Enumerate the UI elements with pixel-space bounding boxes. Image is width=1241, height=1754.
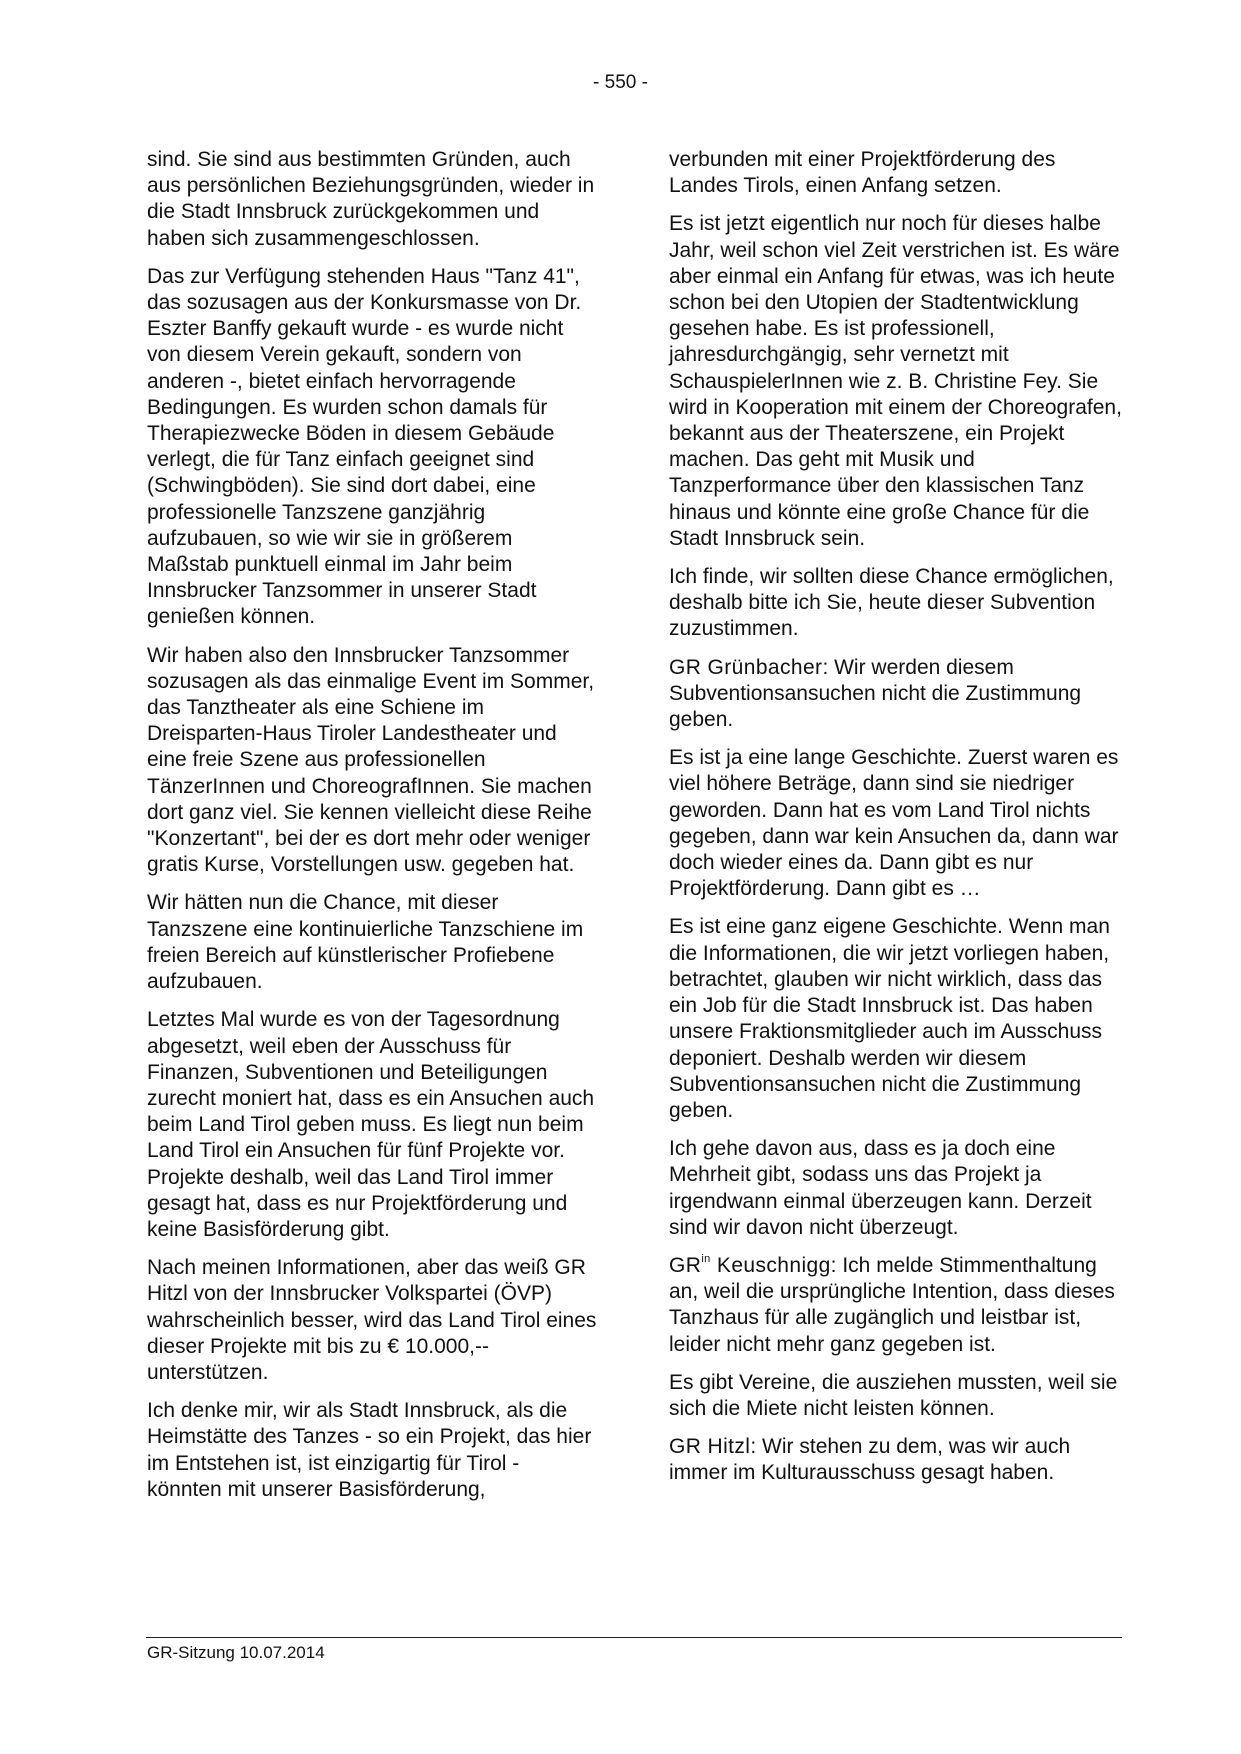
footer-divider: [146, 1637, 1122, 1638]
paragraph: Ich finde, wir sollten diese Chance ermöglichen, deshalb bitte ich Sie, heute dieser Subvention zuzustimmen.: [669, 565, 1114, 641]
left-column: [147, 147, 599, 1515]
paragraph: Wir hätten nun die Chance, mit dieser Tanzszene eine kontinuierliche Tanzschiene im freien Bereich auf künstlerischer Profiebene aufzubauen.: [147, 891, 584, 994]
paragraph: Ich gehe davon aus, dass es ja doch eine Mehrheit gibt, sodass uns das Projekt ja irgendwann einmal überzeugen kann. Derzeit sind wir davon nicht überzeugt.: [669, 1137, 1092, 1239]
speaker-name: [669, 1254, 831, 1277]
speech-keuschnigg: [669, 1253, 1125, 1358]
paragraph: Nach meinen Informationen, aber das weiß GR Hitzl von der Innsbrucker Volkspartei (ÖVP) wahrscheinlich besser, wird das Land Tirol eines dieser Projekte mit bis zu € 10.000,-- unterstützen.: [147, 1256, 597, 1384]
paragraph: verbunden mit einer Projektförderung des Landes Tirols, einen Anfang setzen.: [669, 148, 1056, 198]
speaker-surname: Keuschnigg: [710, 1253, 831, 1277]
paragraph: Es ist ja eine lange Geschichte. Zuerst waren es viel höhere Beträge, dann sind sie niedriger geworden. Dann hat es vom Land Tirol nichts gegeben, dann war kein Ansuchen da, dann war doch wieder eines da. Dann gibt es nur Projektförderung. Dann gibt es …: [669, 746, 1119, 901]
paragraph: sind. Sie sind aus bestimmten Gründen, auch aus persönlichen Beziehungsgründen, wieder in die Stadt Innsbruck zurückgekommen und haben sich zusammengeschlossen.: [147, 148, 595, 250]
paragraph: Es ist eine ganz eigene Geschichte. Wenn man die Informationen, die wir jetzt vorliegen haben, betrachtet, glauben wir nicht wirklich, dass das ein Job für die Stadt Innsbruck ist. Das haben unsere Fraktionsmitglieder auch im Ausschuss deponiert. Deshalb werden wir diesem Subventionsansuchen nicht die Zustimmung geben.: [669, 915, 1110, 1122]
paragraph: Letztes Mal wurde es von der Tagesordnung abgesetzt, weil eben der Ausschuss für Finanzen, Subventionen und Beteiligungen zurecht moniert hat, dass es ein Ansuchen auch beim Land Tirol geben muss. Es liegt nun beim Land Tirol ein Ansuchen für fünf Projekte vor. Projekte deshalb, weil das Land Tirol immer gesagt hat, dass es nur Projektförderung und keine Basisförderung gibt.: [147, 1008, 595, 1241]
speaker-title-superscript: in: [701, 1252, 711, 1265]
page-number: - 550 -: [593, 72, 648, 93]
paragraph: Ich denke mir, wir als Stadt Innsbruck, als die Heimstätte des Tanzes - so ein Projekt, das hier im Entstehen ist, ist einzigartig für Tirol - könnten mit unserer Basisförderung,: [147, 1399, 592, 1501]
right-column: [669, 147, 1125, 1499]
speech-text: : Ich melde Stimmenthaltung an, weil die ursprüngliche Intention, dass dieses Tanzhaus für alle zugänglich und leistbar ist, leider nicht mehr ganz gegeben ist.: [669, 1253, 1115, 1356]
paragraph: Das zur Verfügung stehenden Haus "Tanz 41", das sozusagen aus der Konkursmasse von Dr. Eszter Banffy gekauft wurde - es wurde nicht von diesem Verein gekauft, sondern von anderen -, bietet einfach hervorragende Bedingungen. Es wurden schon damals für Therapiezwecke Böden in diesem Gebäude verlegt, die für Tanz einfach geeignet sind (Schwingböden). Sie sind dort dabei, eine professionelle Tanzszene ganzjährig aufzubauen, so wie wir sie in größerem Maßstab punktuell einmal im Jahr beim Innsbrucker Tanzsommer in unserer Stadt genießen können.: [147, 264, 582, 629]
speaker-title: GR: [669, 1253, 702, 1277]
speaker-name: GR Grünbacher: [669, 655, 823, 679]
speech-gruenbacher: [669, 655, 1125, 734]
speech-hitzl: [669, 1434, 1125, 1486]
speech-text: : Wir stehen zu dem, was wir auch immer im Kulturausschuss gesagt haben.: [669, 1435, 1071, 1485]
footer-session-date: GR-Sitzung 10.07.2014: [147, 1643, 325, 1662]
speech-text: : Wir werden diesem Subventionsansuchen nicht die Zustimmung geben.: [669, 655, 1082, 732]
paragraph: Es ist jetzt eigentlich nur noch für dieses halbe Jahr, weil schon viel Zeit verstrichen ist. Es wäre aber einmal ein Anfang für etwas, was ich heute schon bei den Utopien der Stadtentwicklung gesehen habe. Es ist professionell, jahresdurchgängig, sehr vernetzt mit SchauspielerInnen wie z. B. Christine Fey. Sie wird in Kooperation mit einem der Choreografen, bekannt aus der Theaterszene, ein Projekt machen. Das geht mit Musik und Tanzperformance über den klassischen Tanz hinaus und könnte eine große Chance für die Stadt Innsbruck sein.: [669, 212, 1122, 550]
paragraph: Es gibt Vereine, die ausziehen mussten, weil sie sich die Miete nicht leisten können.: [669, 1370, 1118, 1420]
paragraph: Wir haben also den Innsbrucker Tanzsommer sozusagen als das einmalige Event im Sommer, das Tanztheater als eine Schiene im Dreisparten-Haus Tiroler Landestheater und eine freie Szene aus professionellen TänzerInnen und ChoreografInnen. Sie machen dort ganz viel. Sie kennen vielleicht diese Reihe "Konzertant", bei der es dort mehr oder weniger gratis Kurse, Vorstellungen usw. gegeben hat.: [147, 643, 595, 877]
speaker-name: GR Hitzl: [669, 1435, 751, 1459]
